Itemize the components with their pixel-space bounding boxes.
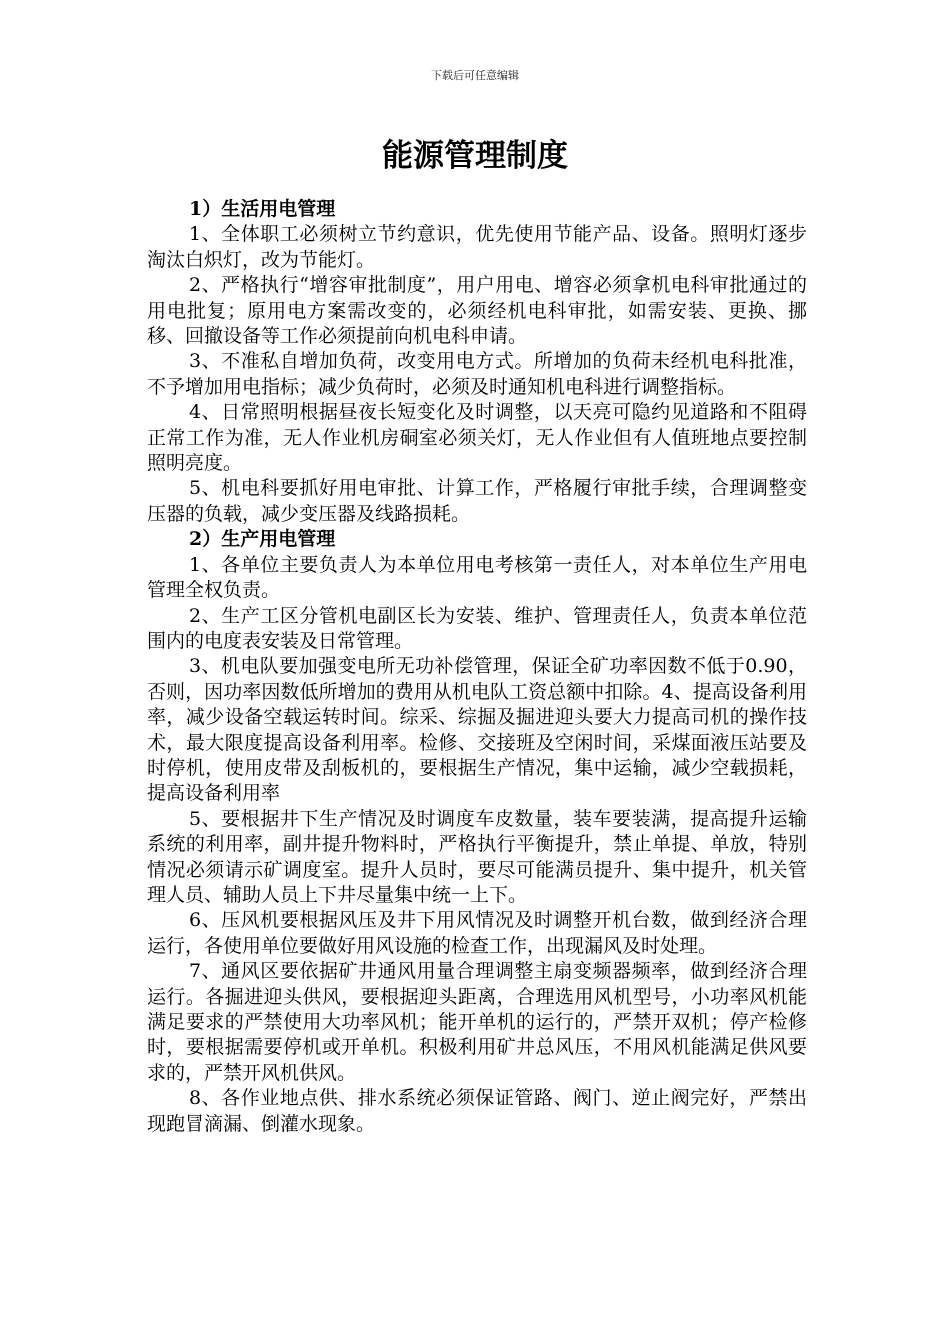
section-heading-production-electricity: 2）生产用电管理 xyxy=(189,528,336,551)
paragraph: 1、各单位主要负责人为本单位用电考核第一责任人，对本单位生产用电管理全权负责。 xyxy=(147,553,807,602)
paragraph: 1、全体职工必须树立节约意识，优先使用节能产品、设备。照明灯逐步淘汰白炽灯，改为节能灯。 xyxy=(147,223,807,271)
header-note: 下载后可任意编辑 xyxy=(431,69,519,82)
paragraph: 6、压风机要根据风压及井下用风情况及时调整开机台数，做到经济合理运行，各使用单位要做好用风设施的检查工作，出现漏风及时处理。 xyxy=(147,909,807,957)
paragraph: 3、不准私自增加负荷，改变用电方式。所增加的负荷未经机电科批准，不予增加用电指标；减少负荷时，必须及时通知机电科进行调整指标。 xyxy=(147,350,807,398)
section-heading-living-electricity: 1）生活用电管理 xyxy=(189,198,336,220)
paragraph: 5、机电科要抓好用电审批、计算工作，严格履行审批手续，合理调整变压器的负载，减少变压器及线路损耗。 xyxy=(147,477,807,525)
paragraph: 2、生产工区分管机电副区长为安装、维护、管理责任人，负责本单位范围内的电度表安装及日常管理。 xyxy=(147,604,807,652)
paragraph: 8、各作业地点供、排水系统必须保证管路、阀门、逆止阀完好，严禁出现跑冒滴漏、倒灌水现象。 xyxy=(147,1087,807,1135)
paragraph: 7、通风区要依据矿井通风用量合理调整主扇变频器频率，做到经济合理运行。各掘进迎头供风，要根据迎头距离，合理选用风机型号，小功率风机能满足要求的严禁使用大功率风机；能开单机的运行的，严禁开双机；停产检修时，要根据需要停机或开单机。积极利用矿井总风压，不用风机能满足供风要求的，严禁开风机供风。 xyxy=(147,960,807,1084)
paragraph: 2、严格执行“增容审批制度”，用户用电、增容必须拿机电科审批通过的用电批复；原用电方案需改变的，必须经机电科审批，如需安装、更换、挪移、回撤设备等工作必须提前向机电科申请。 xyxy=(147,274,807,348)
paragraph: 5、要根据井下生产情况及时调度车皮数量，装车要装满，提高提升运输系统的利用率，副井提升物料时，严格执行平衡提升，禁止单提、单放，特别情况必须请示矿调度室。提升人员时，要尽可能满员提升、集中提升，机关管理人员、辅助人员上下井尽量集中统一上下。 xyxy=(147,807,807,906)
paragraph: 3、机电队要加强变电所无功补偿管理，保证全矿功率因数不低于0.90，否则，因功率因数低所增加的费用从机电队工资总额中扣除。4、提高设备利用率，减少设备空载运转时间。综采、综掘及掘进迎头要大力提高司机的操作技术，最大限度提高设备利用率。检修、交接班及空闲时间，采煤面液压站要及时停机，使用皮带及刮板机的，要根据生产情况，集中运输，减少空载损耗，提高设备利用率 xyxy=(147,655,807,805)
document-body xyxy=(147,197,807,1137)
paragraph: 4、日常照明根据昼夜长短变化及时调整，以天亮可隐约见道路和不阻碍正常工作为准，无人作业机房硐室必须关灯，无人作业但有人值班地点要控制照明亮度。 xyxy=(147,401,807,475)
document-title: 能源管理制度 xyxy=(382,138,568,174)
